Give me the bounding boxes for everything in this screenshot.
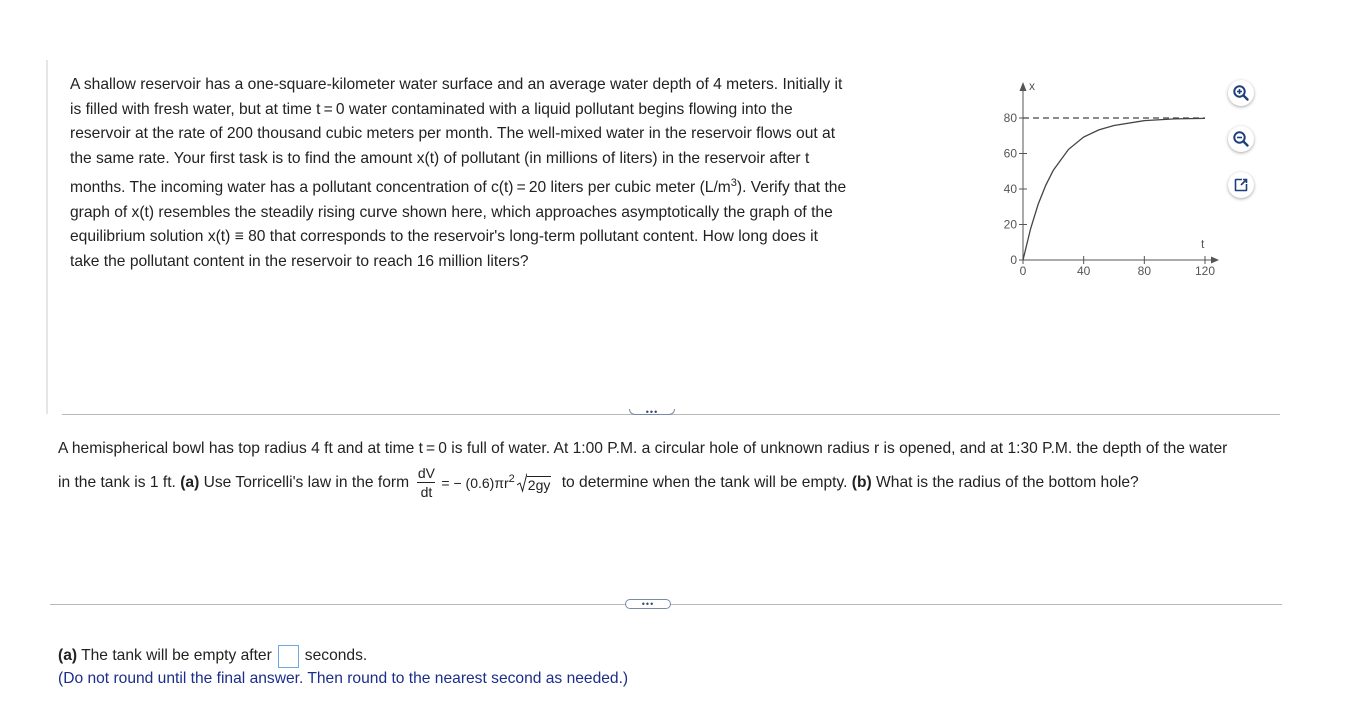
pollutant-graph <box>995 72 1230 297</box>
part-b-label: (b) <box>851 473 872 491</box>
dv-dt-fraction <box>417 465 435 500</box>
y-axis-label: x <box>1029 79 1035 93</box>
y-tick-label: 60 <box>1003 146 1017 161</box>
square-root <box>517 473 552 493</box>
x-tick-label: 40 <box>1076 264 1091 278</box>
answer-part-label: (a) <box>58 647 78 664</box>
zoom-in-icon <box>1232 84 1250 102</box>
open-external-button[interactable] <box>1228 172 1254 198</box>
rounding-note: (Do not round until the final answer. Then round to the nearest second as needed.) <box>58 670 629 687</box>
x-tick-label: 80 <box>1137 264 1152 278</box>
problem-1-line <box>70 171 990 201</box>
collapse-handle[interactable] <box>629 406 675 417</box>
part-a-label: (a) <box>180 473 200 491</box>
y-tick-label: 80 <box>1003 111 1017 125</box>
part-b-text: What is the radius of the bottom hole? <box>871 473 1139 491</box>
handle-dots: ••• <box>645 406 659 417</box>
y-tick-label: 40 <box>1003 182 1017 196</box>
equation-rhs: = − (0.6)πr <box>441 474 509 491</box>
answer-suffix: seconds. <box>304 647 368 664</box>
answer-section <box>58 645 628 688</box>
problem-1-line: equilibrium solution x(t) ≡ 80 that corresponds to the reservoir's long-term pollutant content. How long does it <box>70 228 818 246</box>
answer-input[interactable] <box>278 645 299 668</box>
frac-denominator: dt <box>420 484 433 500</box>
x-tick-label: 0 <box>1019 264 1027 278</box>
line5-tail: ). Verify that the <box>736 179 847 197</box>
line5-text: months. The incoming water has a pollutant concentration of c(t) = 20 liters per cubic meter (L/m <box>70 179 731 197</box>
equation-exponent: 2 <box>508 472 515 485</box>
x-tick-label: 120 <box>1194 264 1216 278</box>
zoom-out-icon <box>1232 130 1250 148</box>
handle-dots: ••• <box>641 599 655 609</box>
x-axis-arrow <box>1211 257 1219 264</box>
line2-start: in the tank is 1 ft. <box>58 473 181 491</box>
solution-curve <box>1023 118 1205 260</box>
problem-2-line-1: A hemispherical bowl has top radius 4 ft and at time t = 0 is full of water. At 1:00 P.M. a circular hole of unknown radius r is opened, and at 1:30 P.M. the depth of the water <box>58 440 1228 457</box>
part-a-text: Use Torricelli's law in the form <box>199 473 414 491</box>
open-external-icon <box>1233 177 1249 193</box>
answer-prefix: The tank will be empty after <box>77 647 272 664</box>
zoom-in-button[interactable] <box>1228 80 1254 106</box>
frac-bar <box>417 482 435 483</box>
radical-sign-icon <box>517 473 527 493</box>
radicand: 2gy <box>527 476 551 493</box>
problem-1-line: take the pollutant content in the reservoir to reach 16 million liters? <box>70 252 529 270</box>
zoom-out-button[interactable] <box>1228 126 1254 152</box>
y-axis-arrow <box>1020 82 1027 91</box>
problem-2-line-2 <box>58 465 1139 500</box>
left-border <box>46 60 48 414</box>
problem-1-line: the same rate. Your first task is to find the amount x(t) of pollutant (in millions of liters) in the reservoir after t <box>70 149 810 167</box>
frac-numerator: dV <box>417 465 435 481</box>
problem-1-line: graph of x(t) resembles the steadily rising curve shown here, which approaches asymptotically the graph of the <box>70 203 833 221</box>
expand-handle[interactable] <box>625 599 671 609</box>
y-tick-label: 20 <box>1003 217 1017 232</box>
x-axis-label: t <box>1201 237 1205 251</box>
problem-1-line: is filled with fresh water, but at time t = 0 water contaminated with a liquid pollutant begins flowing into the <box>70 100 793 118</box>
superscript: 3 <box>730 177 737 189</box>
part-a-end: to determine when the tank will be empty. <box>557 473 852 491</box>
y-tick-label: 0 <box>1010 253 1017 267</box>
problem-1-line: reservoir at the rate of 200 thousand cubic meters per month. The well-mixed water in the reservoir flows out at <box>70 125 836 142</box>
problem-1-text <box>70 73 990 274</box>
answer-row <box>58 645 628 667</box>
problem-1-line: A shallow reservoir has a one-square-kilometer water surface and an average water depth of 4 meters. Initially it <box>70 76 843 93</box>
